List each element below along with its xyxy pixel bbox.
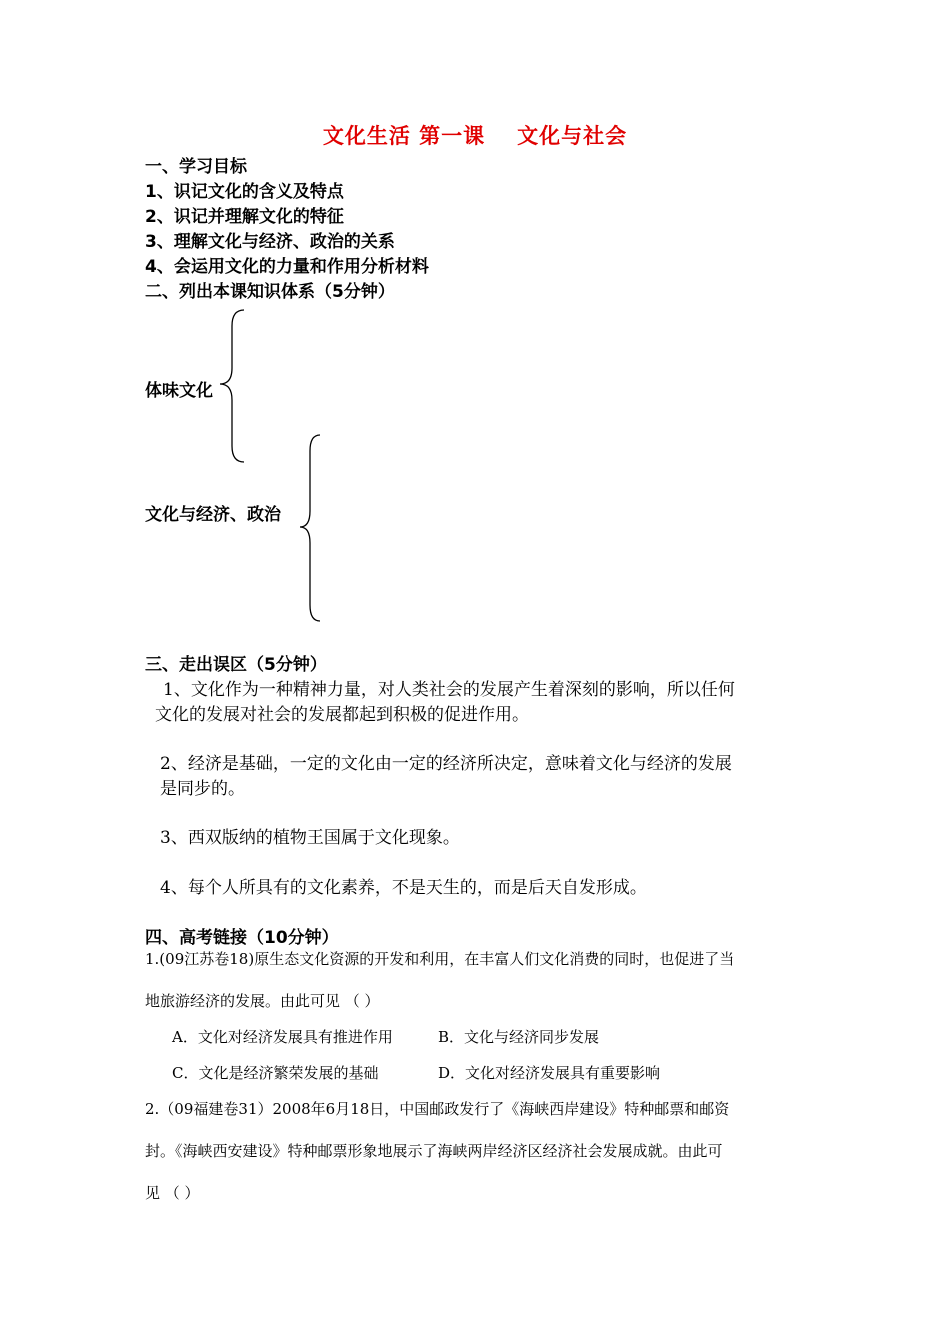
question-1-option-d: D．文化对经济发展具有重要影响 — [438, 1064, 661, 1082]
brace-icon — [294, 433, 328, 625]
knowledge-node-economy-politics: 文化与经济、政治 — [145, 505, 281, 525]
misconception-item: 1、文化作为一种精神力量，对人类社会的发展产生着深刻的影响，所以任何 — [163, 680, 735, 700]
objective-item: 2、识记并理解文化的特征 — [145, 207, 344, 227]
question-1-text: 1.(09江苏卷18)原生态文化资源的开发和利用，在丰富人们文化消费的同时，也促进了当 — [145, 950, 735, 968]
objective-item: 4、会运用文化的力量和作用分析材料 — [145, 257, 429, 277]
question-1-option-c: C．文化是经济繁荣发展的基础 — [172, 1064, 379, 1082]
misconception-item-cont: 是同步的。 — [160, 779, 245, 799]
misconception-item: 3、西双版纳的植物王国属于文化现象。 — [160, 828, 460, 848]
question-1-option-a: A．文化对经济发展具有推进作用 — [172, 1028, 393, 1046]
page-title — [0, 120, 950, 150]
title-part2: 文化与社会 — [517, 124, 628, 148]
objective-item: 1、识记文化的含义及特点 — [145, 182, 344, 202]
section1-heading: 一、学习目标 — [145, 157, 247, 177]
section3-heading: 三、走出误区（5分钟） — [145, 655, 327, 675]
title-part1: 文化生活 第一课 — [322, 124, 486, 148]
section2-heading: 二、列出本课知识体系（5分钟） — [145, 282, 395, 302]
question-1-text-cont: 地旅游经济的发展。由此可见 （ ） — [145, 992, 380, 1010]
section4-heading: 四、高考链接（10分钟） — [145, 928, 339, 948]
brace-icon — [214, 308, 248, 464]
misconception-item: 4、每个人所具有的文化素养，不是天生的，而是后天自发形成。 — [160, 878, 647, 898]
question-2-text-cont: 见 （ ） — [145, 1184, 200, 1202]
question-1-option-b: B．文化与经济同步发展 — [438, 1028, 600, 1046]
question-2-text: 2.（09福建卷31）2008年6月18日，中国邮政发行了《海峡西岸建设》特种邮票和邮资 — [145, 1100, 730, 1118]
misconception-item: 2、经济是基础，一定的文化由一定的经济所决定，意味着文化与经济的发展 — [160, 754, 732, 774]
objective-item: 3、理解文化与经济、政治的关系 — [145, 232, 395, 252]
knowledge-node-culture: 体味文化 — [145, 381, 213, 401]
misconception-item-cont: 文化的发展对社会的发展都起到积极的促进作用。 — [155, 705, 529, 725]
question-2-text-cont: 封。《海峡西安建设》特种邮票形象地展示了海峡两岸经济区经济社会发展成就。由此可 — [145, 1142, 723, 1160]
